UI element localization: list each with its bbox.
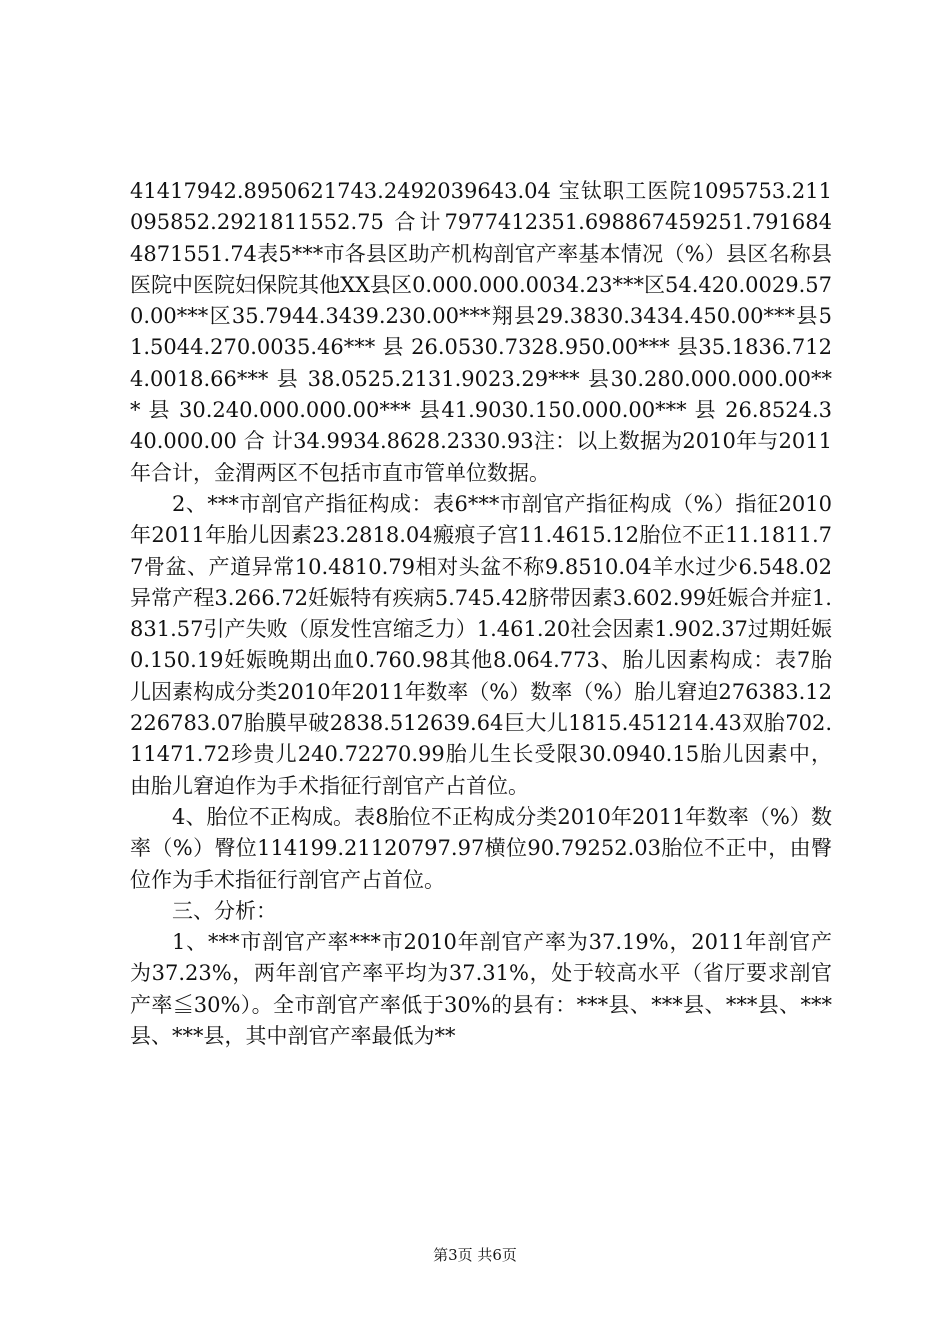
paragraph-malposition-composition: 4、胎位不正构成。表8胎位不正构成分类2010年2011年数率（%）数率（%）臀位114199.21120797.97横位90.79252.03胎位不正中，由臀位作为手术指征行剖官产占首位。 xyxy=(130,804,832,892)
paragraph-indication-composition: 2、***市剖官产指征构成：表6***市剖官产指征构成（%）指征2010年2011年胎儿因素23.2818.04瘢痕子宫11.4615.12胎位不正11.1811.77骨盆、产道异常10.4810.79相对头盆不称9.8510.04羊水过少6.548.02异常产程3.266.72妊娠特有疾病5.745.42脐带因素3.602.99妊娠合并症1.831.57引产失败（原发性宫缩乏力）1.461.20社会因素1.902.37过期妊娠0.150.19妊娠晚期出血0.760.98其他8.064.773、胎儿因素构成：表7胎儿因素构成分类2010年2011年数率（%）数率（%）胎儿窘迫276383.12226783.07胎膜早破2838.512639.64巨大儿1815.451214.43双胎702.11471.72珍贵儿240.72270.99胎儿生长受限30.0940.15胎儿因素中，由胎儿窘迫作为手术指征行剖官产占首位。 xyxy=(130,491,832,798)
paragraph-cesarean-rate: 1、***市剖官产率***市2010年剖官产率为37.19%，2011年剖官产为37.23%，两年剖官产率平均为37.31%，处于较高水平（省厅要求剖官产率≦30%）。全市剖官产率低于30%的县有：***县、***县、***县、***县、***县，其中剖官产率最低为** xyxy=(130,930,832,1049)
paragraph-table5-data: 41417942.8950621743.2492039643.04 宝钛职工医院1095753.211095852.2921811552.75 合计7977412351.698867459251.7916844871551.74表5***市各县区助产机构剖官产率基本情况（%）县区名称县医院中医院妇保院其他XX县区0.000.000.0034.23***区54.420.0029.570.00***区35.7944.3439.230.00***翔县29.3830.3434.450.00***县51.5044.270.0035.46*** 县 26.0530.7328.950.00*** 县35.1836.7124.0018.66*** 县 38.0525.2131.9023.29*** 县30.280.000.000.00*** 县 30.240.000.000.00*** 县41.9030.150.000.00*** 县 26.8524.340.000.00 合 计34.9934.8628.2330.93注：以上数据为2010年与2011年合计，金渭两区不包括市直市管单位数据。 xyxy=(130,179,832,485)
document-body xyxy=(130,176,832,1052)
section-heading-analysis: 三、分析： xyxy=(172,898,277,923)
page-footer: 第3页 共6页 xyxy=(433,1246,517,1264)
